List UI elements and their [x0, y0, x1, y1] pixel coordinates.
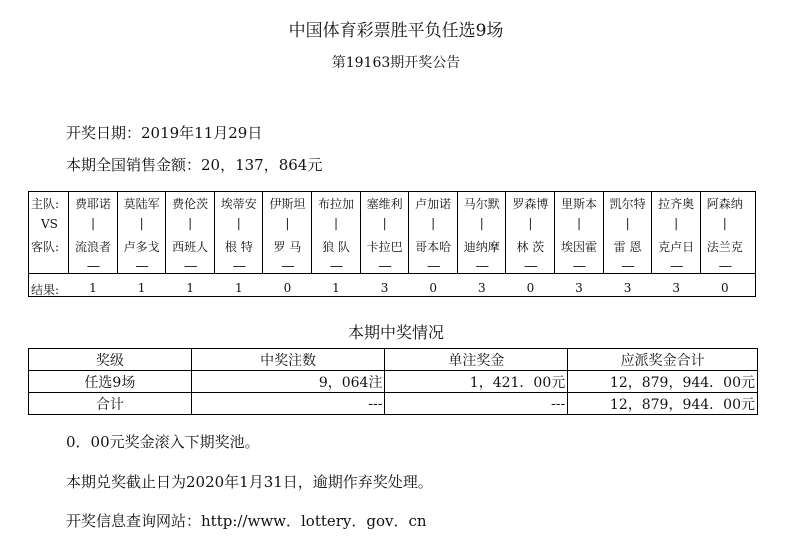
match-result: 1	[137, 281, 146, 295]
result-row-label: 结果:	[31, 283, 60, 297]
dash-line: ----	[184, 259, 197, 273]
vs-separator: |	[285, 216, 290, 230]
column-divider	[651, 192, 652, 273]
prize-total: 12，879，944．00元	[568, 371, 758, 393]
prize-single: 1，421．00元	[385, 371, 568, 393]
dash-line: ----	[427, 259, 440, 273]
match-column	[604, 192, 652, 296]
sum-single: ---	[385, 393, 568, 415]
match-result: 1	[332, 281, 340, 295]
away-team: 卢多戈	[123, 240, 160, 254]
match-column	[118, 192, 166, 296]
vs-separator: |	[576, 216, 582, 230]
away-team: 西班人	[172, 240, 209, 254]
column-divider	[360, 192, 361, 273]
match-table	[28, 191, 756, 297]
away-team: 埃因霍	[560, 240, 597, 254]
dash-line: ----	[329, 259, 343, 273]
match-column	[701, 192, 749, 296]
vs-separator: |	[333, 216, 339, 230]
vs-separator: |	[674, 216, 679, 230]
match-result: 0	[526, 281, 535, 295]
away-team: 流浪者	[74, 240, 111, 254]
match-result: 0	[283, 281, 292, 295]
home-team: 罗森博	[512, 197, 549, 211]
match-result: 0	[720, 281, 729, 295]
away-team: 克卢日	[658, 240, 695, 254]
dash-line: ----	[621, 259, 634, 273]
home-team: 拉齐奥	[658, 197, 695, 211]
match-column	[409, 192, 457, 296]
home-team: 马尔默	[463, 197, 500, 211]
sum-level: 合计	[29, 393, 192, 415]
website-note: 开奖信息查询网站：http://www．lottery．gov．cn	[66, 512, 427, 530]
match-result: 1	[186, 281, 194, 295]
vs-separator: |	[528, 216, 533, 230]
sales-amount: 本期全国销售金额：20，137，864元	[66, 156, 323, 174]
away-team: 罗 马	[273, 240, 302, 254]
home-row-label: 主队:	[31, 197, 60, 211]
home-team: 布拉加	[317, 197, 354, 211]
column-divider	[68, 192, 69, 273]
match-result: 0	[429, 281, 437, 295]
dash-line: ----	[378, 259, 391, 273]
home-team: 卢加诺	[415, 197, 452, 211]
vs-separator: |	[236, 216, 241, 230]
vs-separator: |	[139, 216, 144, 230]
home-team: 埃蒂安	[220, 197, 257, 211]
away-row-label: 客队:	[31, 240, 60, 254]
match-column	[166, 192, 214, 296]
header-level: 奖级	[29, 349, 192, 371]
vs-separator: |	[382, 216, 387, 230]
match-column	[312, 192, 360, 296]
match-column	[215, 192, 263, 296]
home-team: 凯尔特	[609, 197, 646, 211]
vs-separator: |	[431, 216, 436, 230]
match-column	[458, 192, 506, 296]
match-column	[361, 192, 409, 296]
match-result: 1	[234, 281, 243, 295]
header-total: 应派奖金合计	[568, 349, 758, 371]
vs-separator: |	[479, 216, 484, 230]
header-count: 中奖注数	[191, 349, 385, 371]
prize-section-title: 本期中奖情况	[347, 323, 444, 342]
match-result: 3	[477, 281, 486, 295]
vs-separator: |	[625, 216, 630, 230]
match-column	[69, 192, 117, 296]
dash-line: ----	[572, 259, 586, 273]
match-column	[506, 192, 554, 296]
column-divider	[457, 192, 458, 273]
deadline-note: 本期兑奖截止日为2020年1月31日，逾期作弃奖处理。	[66, 473, 433, 491]
dash-line: ----	[232, 259, 245, 273]
column-divider	[214, 192, 215, 273]
sum-count: ---	[191, 393, 385, 415]
column-divider	[700, 192, 701, 273]
home-team: 阿森纳	[706, 197, 743, 211]
prize-row	[29, 371, 758, 393]
dash-line: ----	[524, 259, 537, 273]
vs-separator: |	[722, 216, 727, 230]
dash-line: ----	[718, 259, 731, 273]
dash-line: ----	[475, 259, 488, 273]
away-team: 哥本哈	[415, 240, 452, 254]
home-team: 伊斯坦	[269, 197, 306, 211]
away-team: 根 特	[224, 240, 253, 254]
home-team: 里斯本	[560, 197, 597, 211]
dash-line: ----	[281, 259, 294, 273]
home-team: 费耶诺	[74, 197, 111, 211]
match-column	[555, 192, 603, 296]
column-divider	[408, 192, 409, 273]
draw-date: 开奖日期：2019年11月29日	[66, 124, 263, 142]
sum-total: 12，879，944．00元	[568, 393, 758, 415]
match-result: 3	[575, 281, 583, 295]
away-team: 林 茨	[516, 240, 545, 254]
match-result: 3	[623, 281, 632, 295]
column-divider	[505, 192, 506, 273]
prize-sum-row	[29, 393, 758, 415]
dash-line: ----	[86, 259, 100, 273]
column-divider	[311, 192, 312, 273]
column-divider	[603, 192, 604, 273]
vs-separator: |	[188, 216, 193, 230]
dash-line: ----	[135, 259, 148, 273]
away-team: 雷 恩	[613, 240, 642, 254]
home-team: 莫陆军	[123, 197, 160, 211]
match-result: 3	[380, 281, 389, 295]
match-column	[263, 192, 311, 296]
prize-count: 9，064注	[191, 371, 385, 393]
header-single: 单注奖金	[385, 349, 568, 371]
column-divider	[262, 192, 263, 273]
vs-separator: |	[90, 216, 96, 230]
match-result: 1	[89, 281, 97, 295]
vs-row-label: VS	[41, 217, 58, 231]
away-team: 卡拉巴	[366, 240, 403, 254]
announcement-title: 中国体育彩票胜平负任选9场	[288, 21, 504, 41]
dash-line: ----	[670, 259, 683, 273]
issue-number: 第19163期开奖公告	[331, 55, 461, 71]
rollover-note: 0．00元奖金滚入下期奖池。	[66, 433, 260, 451]
home-team: 塞维利	[366, 197, 403, 211]
column-divider	[554, 192, 555, 273]
prize-header-row	[29, 349, 758, 371]
match-column	[652, 192, 700, 296]
away-team: 迪纳摩	[463, 240, 500, 254]
home-team: 费伦茨	[172, 197, 209, 211]
away-team: 法兰克	[706, 240, 743, 254]
away-team: 狼 队	[322, 240, 350, 254]
prize-level: 任选9场	[29, 371, 192, 393]
match-result: 3	[672, 281, 680, 295]
column-divider	[117, 192, 118, 273]
column-divider	[165, 192, 166, 273]
prize-table	[28, 348, 758, 415]
